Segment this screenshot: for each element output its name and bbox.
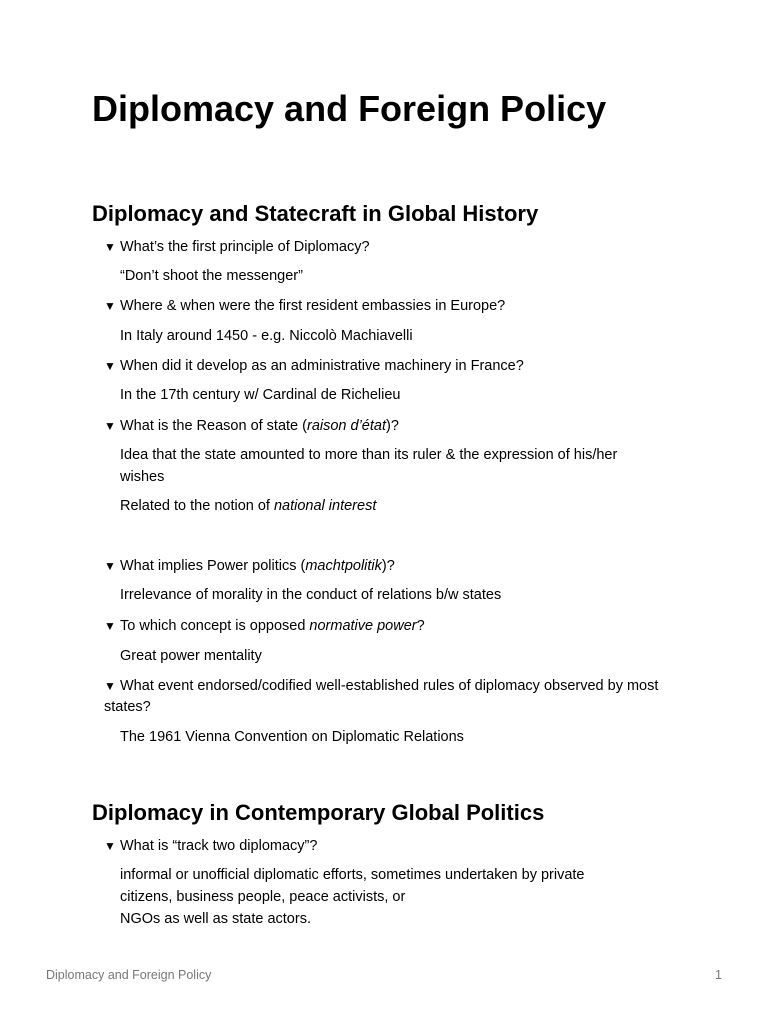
answer-text <box>120 495 665 517</box>
question-text-pre: What implies Power politics ( <box>120 558 306 574</box>
question-text: What event endorsed/codified well-established rules of diplomacy observed by most states? <box>104 678 659 715</box>
question-text-post: ? <box>416 618 425 634</box>
section-title: Diplomacy and Statecraft in Global History <box>92 201 539 226</box>
answer-text: Idea that the state amounted to more than its ruler & the expression of his/her wishes <box>120 447 618 485</box>
question-item[interactable] <box>104 836 664 857</box>
collapse-triangle-icon[interactable]: ▼ <box>104 679 116 693</box>
question-item[interactable] <box>104 356 664 377</box>
answer-text: In Italy around 1450 - e.g. Niccolò Machiavelli <box>120 328 413 344</box>
answer-line: informal or unofficial diplomatic efforts, sometimes undertaken by private citizens, business people, peace activists, or <box>120 867 585 905</box>
collapse-triangle-icon[interactable]: ▼ <box>104 359 116 373</box>
question-item[interactable] <box>104 416 664 437</box>
answer-text-emphasis: national interest <box>273 498 377 514</box>
question-item[interactable] <box>104 237 664 258</box>
collapse-triangle-icon[interactable]: ▼ <box>104 419 116 433</box>
answer-text: Irrelevance of morality in the conduct of relations b/w states <box>120 587 502 603</box>
question-text-emphasis: normative power <box>309 618 417 634</box>
question-text-post: )? <box>385 418 399 434</box>
collapse-triangle-icon[interactable]: ▼ <box>104 559 116 573</box>
collapse-triangle-icon[interactable]: ▼ <box>104 839 116 853</box>
answer-text: In the 17th century w/ Cardinal de Richelieu <box>120 387 401 403</box>
footer-document-title: Diplomacy and Foreign Policy <box>46 968 212 982</box>
answer-text: The 1961 Vienna Convention on Diplomatic Relations <box>120 729 464 745</box>
question-item[interactable] <box>104 676 664 718</box>
question-text-pre: To which concept is opposed <box>120 618 310 634</box>
question-item[interactable] <box>104 296 664 317</box>
answer-text-pre: Related to the notion of <box>120 498 274 514</box>
question-text-post: )? <box>381 558 395 574</box>
answer-text <box>120 864 640 930</box>
footer-page-number: 1 <box>715 968 722 982</box>
question-text: What’s the first principle of Diplomacy? <box>120 239 370 255</box>
question-text: Where & when were the first resident embassies in Europe? <box>120 298 506 314</box>
answer-text: “Don’t shoot the messenger” <box>120 268 303 284</box>
answer-text: Great power mentality <box>120 648 262 664</box>
question-text: What is “track two diplomacy”? <box>120 838 318 854</box>
section-title: Diplomacy in Contemporary Global Politics <box>92 800 545 825</box>
question-item[interactable] <box>104 556 664 577</box>
collapse-triangle-icon[interactable]: ▼ <box>104 240 116 254</box>
question-text-emphasis: machtpolitik <box>305 558 382 574</box>
document-title: Diplomacy and Foreign Policy <box>92 88 607 129</box>
answer-line: NGOs as well as state actors. <box>120 911 311 927</box>
question-text-pre: What is the Reason of state ( <box>120 418 307 434</box>
question-text-emphasis: raison d’état <box>306 418 386 434</box>
collapse-triangle-icon[interactable]: ▼ <box>104 299 116 313</box>
collapse-triangle-icon[interactable]: ▼ <box>104 619 116 633</box>
question-text: When did it develop as an administrative machinery in France? <box>120 358 524 374</box>
question-item[interactable] <box>104 616 664 637</box>
